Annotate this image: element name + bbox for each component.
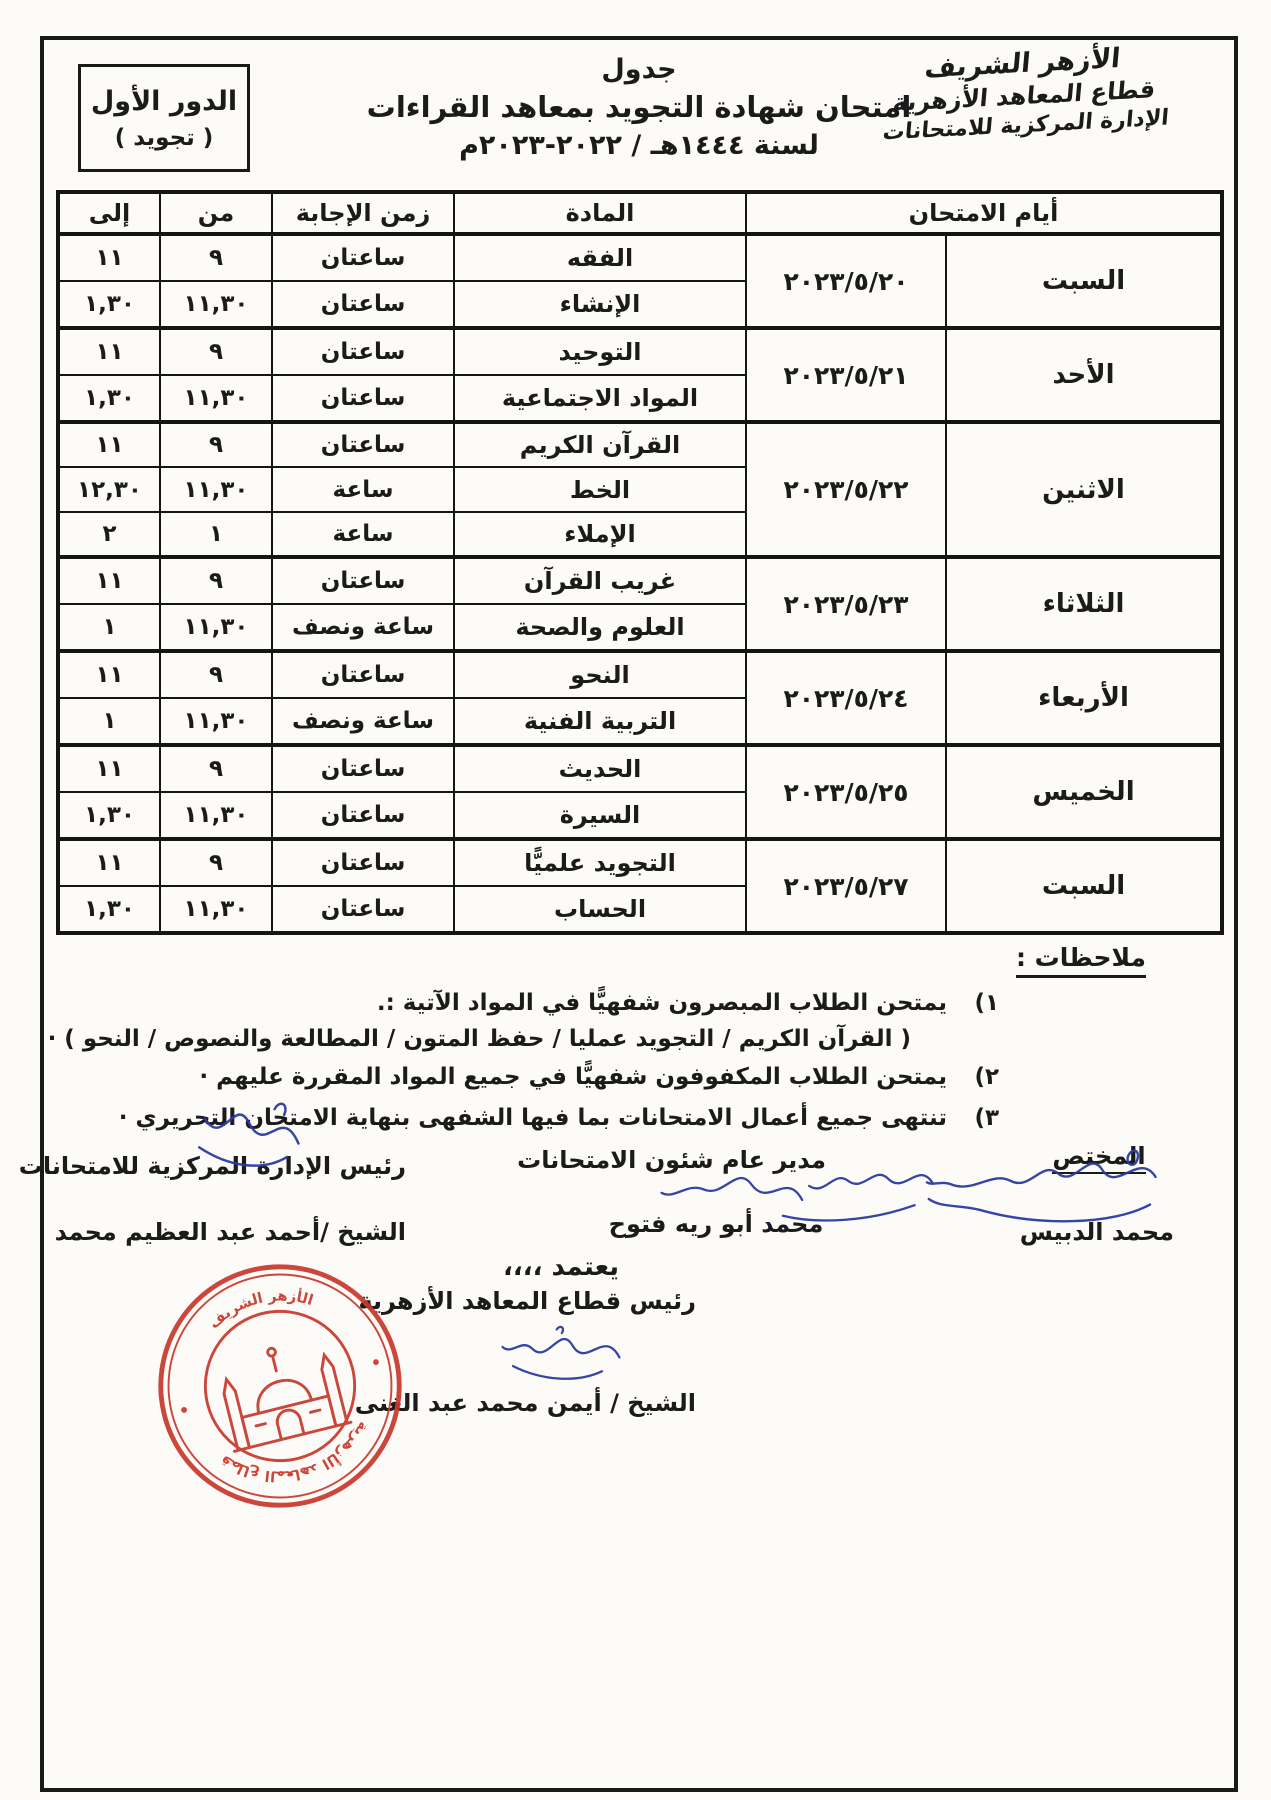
- subject-cell: التجويد علميًّا: [454, 839, 746, 886]
- to-time-cell: ١: [58, 604, 160, 651]
- logo-line-1: الأزهر الشريف: [923, 42, 1122, 85]
- approval-title: رئيس قطاع المعاهد الأزهرية: [358, 1287, 696, 1315]
- subject-cell: التوحيد: [454, 328, 746, 375]
- subject-cell: الإنشاء: [454, 281, 746, 328]
- duration-cell: ساعة ونصف: [272, 698, 454, 745]
- stamp-text-bottom: قطاع المعاهد الأزهرية: [218, 1418, 372, 1484]
- svg-text:الأزهر الشريف: [203, 1278, 319, 1334]
- from-time-cell: ١١,٣٠: [160, 792, 272, 839]
- duration-cell: ساعتان: [272, 651, 454, 698]
- subject-cell: الفقه: [454, 234, 746, 281]
- stamp-mosque-icon: [212, 1334, 351, 1451]
- duration-cell: ساعتان: [272, 328, 454, 375]
- subject-cell: الخط: [454, 467, 746, 512]
- approval-word: يعتمد ،،،،: [502, 1252, 620, 1282]
- table-header-row: [58, 192, 1222, 234]
- duration-cell: ساعتان: [272, 745, 454, 792]
- duration-cell: ساعتان: [272, 234, 454, 281]
- to-time-cell: ١١: [58, 745, 160, 792]
- to-time-cell: ١,٣٠: [58, 375, 160, 422]
- subject-cell: التربية الفنية: [454, 698, 746, 745]
- page-border-frame: [18, 36, 1238, 1792]
- to-time-cell: ١١: [58, 651, 160, 698]
- notes-heading: ملاحظات :: [1016, 943, 1146, 978]
- from-time-cell: ٩: [160, 557, 272, 604]
- from-time-cell: ١: [160, 512, 272, 557]
- to-time-cell: ١,٣٠: [58, 792, 160, 839]
- round-subject: ( تجويد ): [114, 124, 214, 151]
- header-subject: المادة: [454, 192, 746, 234]
- note-text: يمتحن الطلاب المبصرون شفهيًّا في المواد الآتية :.: [376, 990, 947, 1016]
- exam-day-cell: السبت: [946, 839, 1222, 933]
- header-from: من: [160, 192, 272, 234]
- exam-date-cell: ٢٠٢٣/٥/٢٤: [746, 651, 946, 745]
- exam-date-cell: ٢٠٢٣/٥/٢٢: [746, 422, 946, 557]
- duration-cell: ساعة: [272, 512, 454, 557]
- table-row: [58, 745, 1222, 792]
- note-item-2: [134, 1063, 1146, 1093]
- round-name: الدور الأول: [90, 85, 238, 117]
- table-row: [58, 234, 1222, 281]
- to-time-cell: ١: [58, 698, 160, 745]
- signature-scribble: [651, 1154, 941, 1238]
- signature-name: محمد أبو ريه فتوح: [608, 1210, 824, 1238]
- exam-day-cell: السبت: [946, 234, 1222, 328]
- to-time-cell: ٢: [58, 512, 160, 557]
- day-group-tuesday: [58, 557, 1222, 651]
- day-group-monday: [58, 422, 1222, 557]
- header-to: إلى: [58, 192, 160, 234]
- signature-title: رئيس الإدارة المركزية للامتحانات: [18, 1152, 406, 1180]
- table-row: [58, 328, 1222, 375]
- note-item-1: [134, 989, 1146, 1019]
- from-time-cell: ١١,٣٠: [160, 375, 272, 422]
- from-time-cell: ٩: [160, 745, 272, 792]
- exam-date-cell: ٢٠٢٣/٥/٢٧: [746, 839, 946, 933]
- stamp-text-top: الأزهر الشريف: [206, 1288, 315, 1333]
- title-year: لسنة ١٤٤٤هـ / ٢٠٢٢-٢٠٢٣م: [459, 130, 819, 161]
- note-number: ١): [974, 990, 999, 1016]
- note-text: تنتهى جميع أعمال الامتحانات بما فيها الشفهى بنهاية الامتحان التحريري ·: [118, 1104, 947, 1131]
- to-time-cell: ١١: [58, 234, 160, 281]
- table-row: [58, 839, 1222, 886]
- signature-scribble: [184, 1090, 308, 1178]
- title-exam-name: امتحان شهادة التجويد بمعاهد القراءات: [366, 90, 912, 124]
- table-row: [58, 557, 1222, 604]
- from-time-cell: ٩: [160, 234, 272, 281]
- from-time-cell: ١١,٣٠: [160, 467, 272, 512]
- stamp-seal-icon: [127, 1233, 432, 1538]
- table-row: [58, 651, 1222, 698]
- duration-cell: ساعتان: [272, 886, 454, 933]
- to-time-cell: ١,٣٠: [58, 886, 160, 933]
- exam-date-cell: ٢٠٢٣/٥/٢٣: [746, 557, 946, 651]
- exam-day-cell: الاثنين: [946, 422, 1222, 557]
- duration-cell: ساعتان: [272, 839, 454, 886]
- signature-name: الشيخ / أيمن محمد عبد الغنى: [354, 1389, 696, 1417]
- subject-cell: النحو: [454, 651, 746, 698]
- exam-date-cell: ٢٠٢٣/٥/٢٥: [746, 745, 946, 839]
- azhar-logo: [852, 39, 1196, 147]
- duration-cell: ساعتان: [272, 375, 454, 422]
- duration-cell: ساعتان: [272, 422, 454, 467]
- signature-scribble: [486, 1319, 636, 1387]
- subject-cell: الحساب: [454, 886, 746, 933]
- from-time-cell: ١١,٣٠: [160, 604, 272, 651]
- note-text: يمتحن الطلاب المكفوفون شفهيًّا في جميع المواد المقررة عليهم ·: [199, 1063, 947, 1090]
- exam-day-cell: الخميس: [946, 745, 1222, 839]
- from-time-cell: ٩: [160, 422, 272, 467]
- header-duration: زمن الإجابة: [272, 192, 454, 234]
- signature-title: المختص: [1052, 1142, 1145, 1174]
- note-number: ٢): [974, 1063, 999, 1090]
- subject-cell: الحديث: [454, 745, 746, 792]
- signature-block-approval: [354, 1252, 696, 1417]
- subject-cell: السيرة: [454, 792, 746, 839]
- duration-cell: ساعتان: [272, 281, 454, 328]
- from-time-cell: ٩: [160, 651, 272, 698]
- signature-name: الشيخ /أحمد عبد العظيم محمد: [54, 1218, 406, 1246]
- exam-day-cell: الأربعاء: [946, 651, 1222, 745]
- from-time-cell: ٩: [160, 328, 272, 375]
- note-item-1-detail: ( القرآن الكريم / التجويد عمليا / حفظ المتون / المطالعة والنصوص / النحو ) ·: [47, 1025, 911, 1052]
- duration-cell: ساعتان: [272, 557, 454, 604]
- subject-cell: القرآن الكريم: [454, 422, 746, 467]
- day-group-saturday-1: [58, 234, 1222, 328]
- logo-line-3: الإدارة المركزية للامتحانات: [881, 105, 1170, 146]
- signature-block-director: [517, 1146, 826, 1238]
- subject-cell: غريب القرآن: [454, 557, 746, 604]
- to-time-cell: ١١: [58, 328, 160, 375]
- table-row: [58, 422, 1222, 467]
- from-time-cell: ١١,٣٠: [160, 698, 272, 745]
- from-time-cell: ١١,٣٠: [160, 886, 272, 933]
- exam-day-cell: الثلاثاء: [946, 557, 1222, 651]
- signature-block-chief: [18, 1152, 406, 1246]
- header-exam-days: أيام الامتحان: [746, 192, 1222, 234]
- duration-cell: ساعة ونصف: [272, 604, 454, 651]
- exam-schedule-table: [56, 190, 1224, 935]
- to-time-cell: ١١: [58, 557, 160, 604]
- exam-date-cell: ٢٠٢٣/٥/٢١: [746, 328, 946, 422]
- to-time-cell: ١١: [58, 839, 160, 886]
- from-time-cell: ٩: [160, 839, 272, 886]
- exam-date-cell: ٢٠٢٣/٥/٢٠: [746, 234, 946, 328]
- exam-day-cell: الأحد: [946, 328, 1222, 422]
- signature-block-specialist: [1019, 1142, 1174, 1246]
- signature-name: محمد الدبيس: [1019, 1218, 1174, 1246]
- day-group-wednesday: [58, 651, 1222, 745]
- to-time-cell: ١,٣٠: [58, 281, 160, 328]
- signature-title: مدير عام شئون الامتحانات: [517, 1146, 826, 1174]
- from-time-cell: ١١,٣٠: [160, 281, 272, 328]
- to-time-cell: ١٢,٣٠: [58, 467, 160, 512]
- day-group-thursday: [58, 745, 1222, 839]
- title-word: جدول: [601, 54, 677, 85]
- subject-cell: المواد الاجتماعية: [454, 375, 746, 422]
- subject-cell: العلوم والصحة: [454, 604, 746, 651]
- day-group-sunday: [58, 328, 1222, 422]
- logo-line-2: قطاع المعاهد الأزهرية: [891, 75, 1157, 117]
- to-time-cell: ١١: [58, 422, 160, 467]
- duration-cell: ساعتان: [272, 792, 454, 839]
- signature-scribble: [919, 1140, 1169, 1246]
- azhar-stamp: [127, 1233, 432, 1538]
- note-number: ٣): [974, 1104, 999, 1131]
- duration-cell: ساعة: [272, 467, 454, 512]
- subject-cell: الإملاء: [454, 512, 746, 557]
- day-group-saturday-2: [58, 839, 1222, 933]
